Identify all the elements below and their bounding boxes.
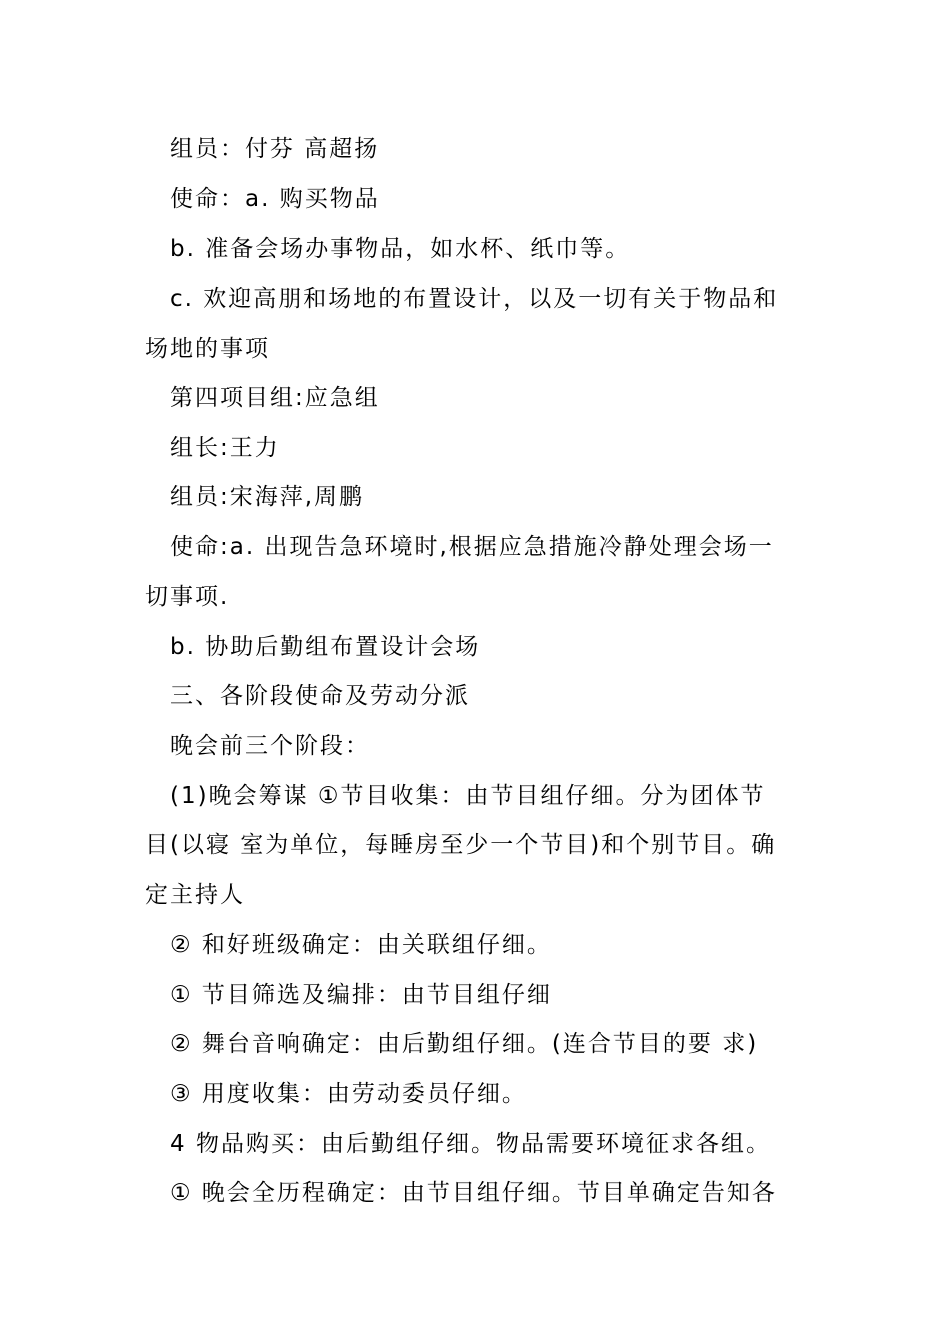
text-line: (1)晚会筹谋 ①节目收集：由节目组仔细。分为团体节 (170, 783, 766, 809)
text-line: ① 节目筛选及编排：由节目组仔细 (170, 982, 552, 1008)
text-line: ① 晚会全历程确定：由节目组仔细。节目单确定告知各 (170, 1180, 777, 1206)
text-line: b. 协助后勤组布置设计会场 (170, 634, 481, 660)
text-line: 4 物品购买：由后勤组仔细。物品需要环境征求各组。 (170, 1131, 771, 1157)
text-line: 组员:宋海萍,周鹏 (170, 484, 365, 510)
text-line: 场地的事项 (145, 336, 270, 362)
text-line: b. 准备会场办事物品，如水杯、纸巾等。 (170, 236, 631, 262)
text-line: 组员：付芬 高超扬 (170, 136, 380, 162)
text-line: 三、各阶段使命及劳动分派 (170, 683, 470, 709)
text-line: 定主持人 (145, 882, 245, 908)
text-line: ② 和好班级确定：由关联组仔细。 (170, 932, 552, 958)
text-line: 组长:王力 (170, 435, 280, 461)
text-line: 第四项目组:应急组 (170, 385, 380, 411)
text-line: ③ 用度收集：由劳动委员仔细。 (170, 1081, 527, 1107)
text-line: 使命:a. 出现告急环境时,根据应急措施冷静处理会场一 (170, 534, 774, 560)
text-line: 晚会前三个阶段： (170, 733, 370, 759)
text-line: 切事项. (145, 584, 230, 610)
text-line: ② 舞台音响确定：由后勤组仔细。(连合节目的要 求) (170, 1031, 759, 1057)
text-line: c. 欢迎高朋和场地的布置设计，以及一切有关于物品和 (170, 286, 779, 312)
text-line: 使命：a. 购买物品 (170, 186, 380, 212)
text-line: 目(以寝 室为单位，每睡房至少一个节目)和个别节目。确 (145, 832, 777, 858)
